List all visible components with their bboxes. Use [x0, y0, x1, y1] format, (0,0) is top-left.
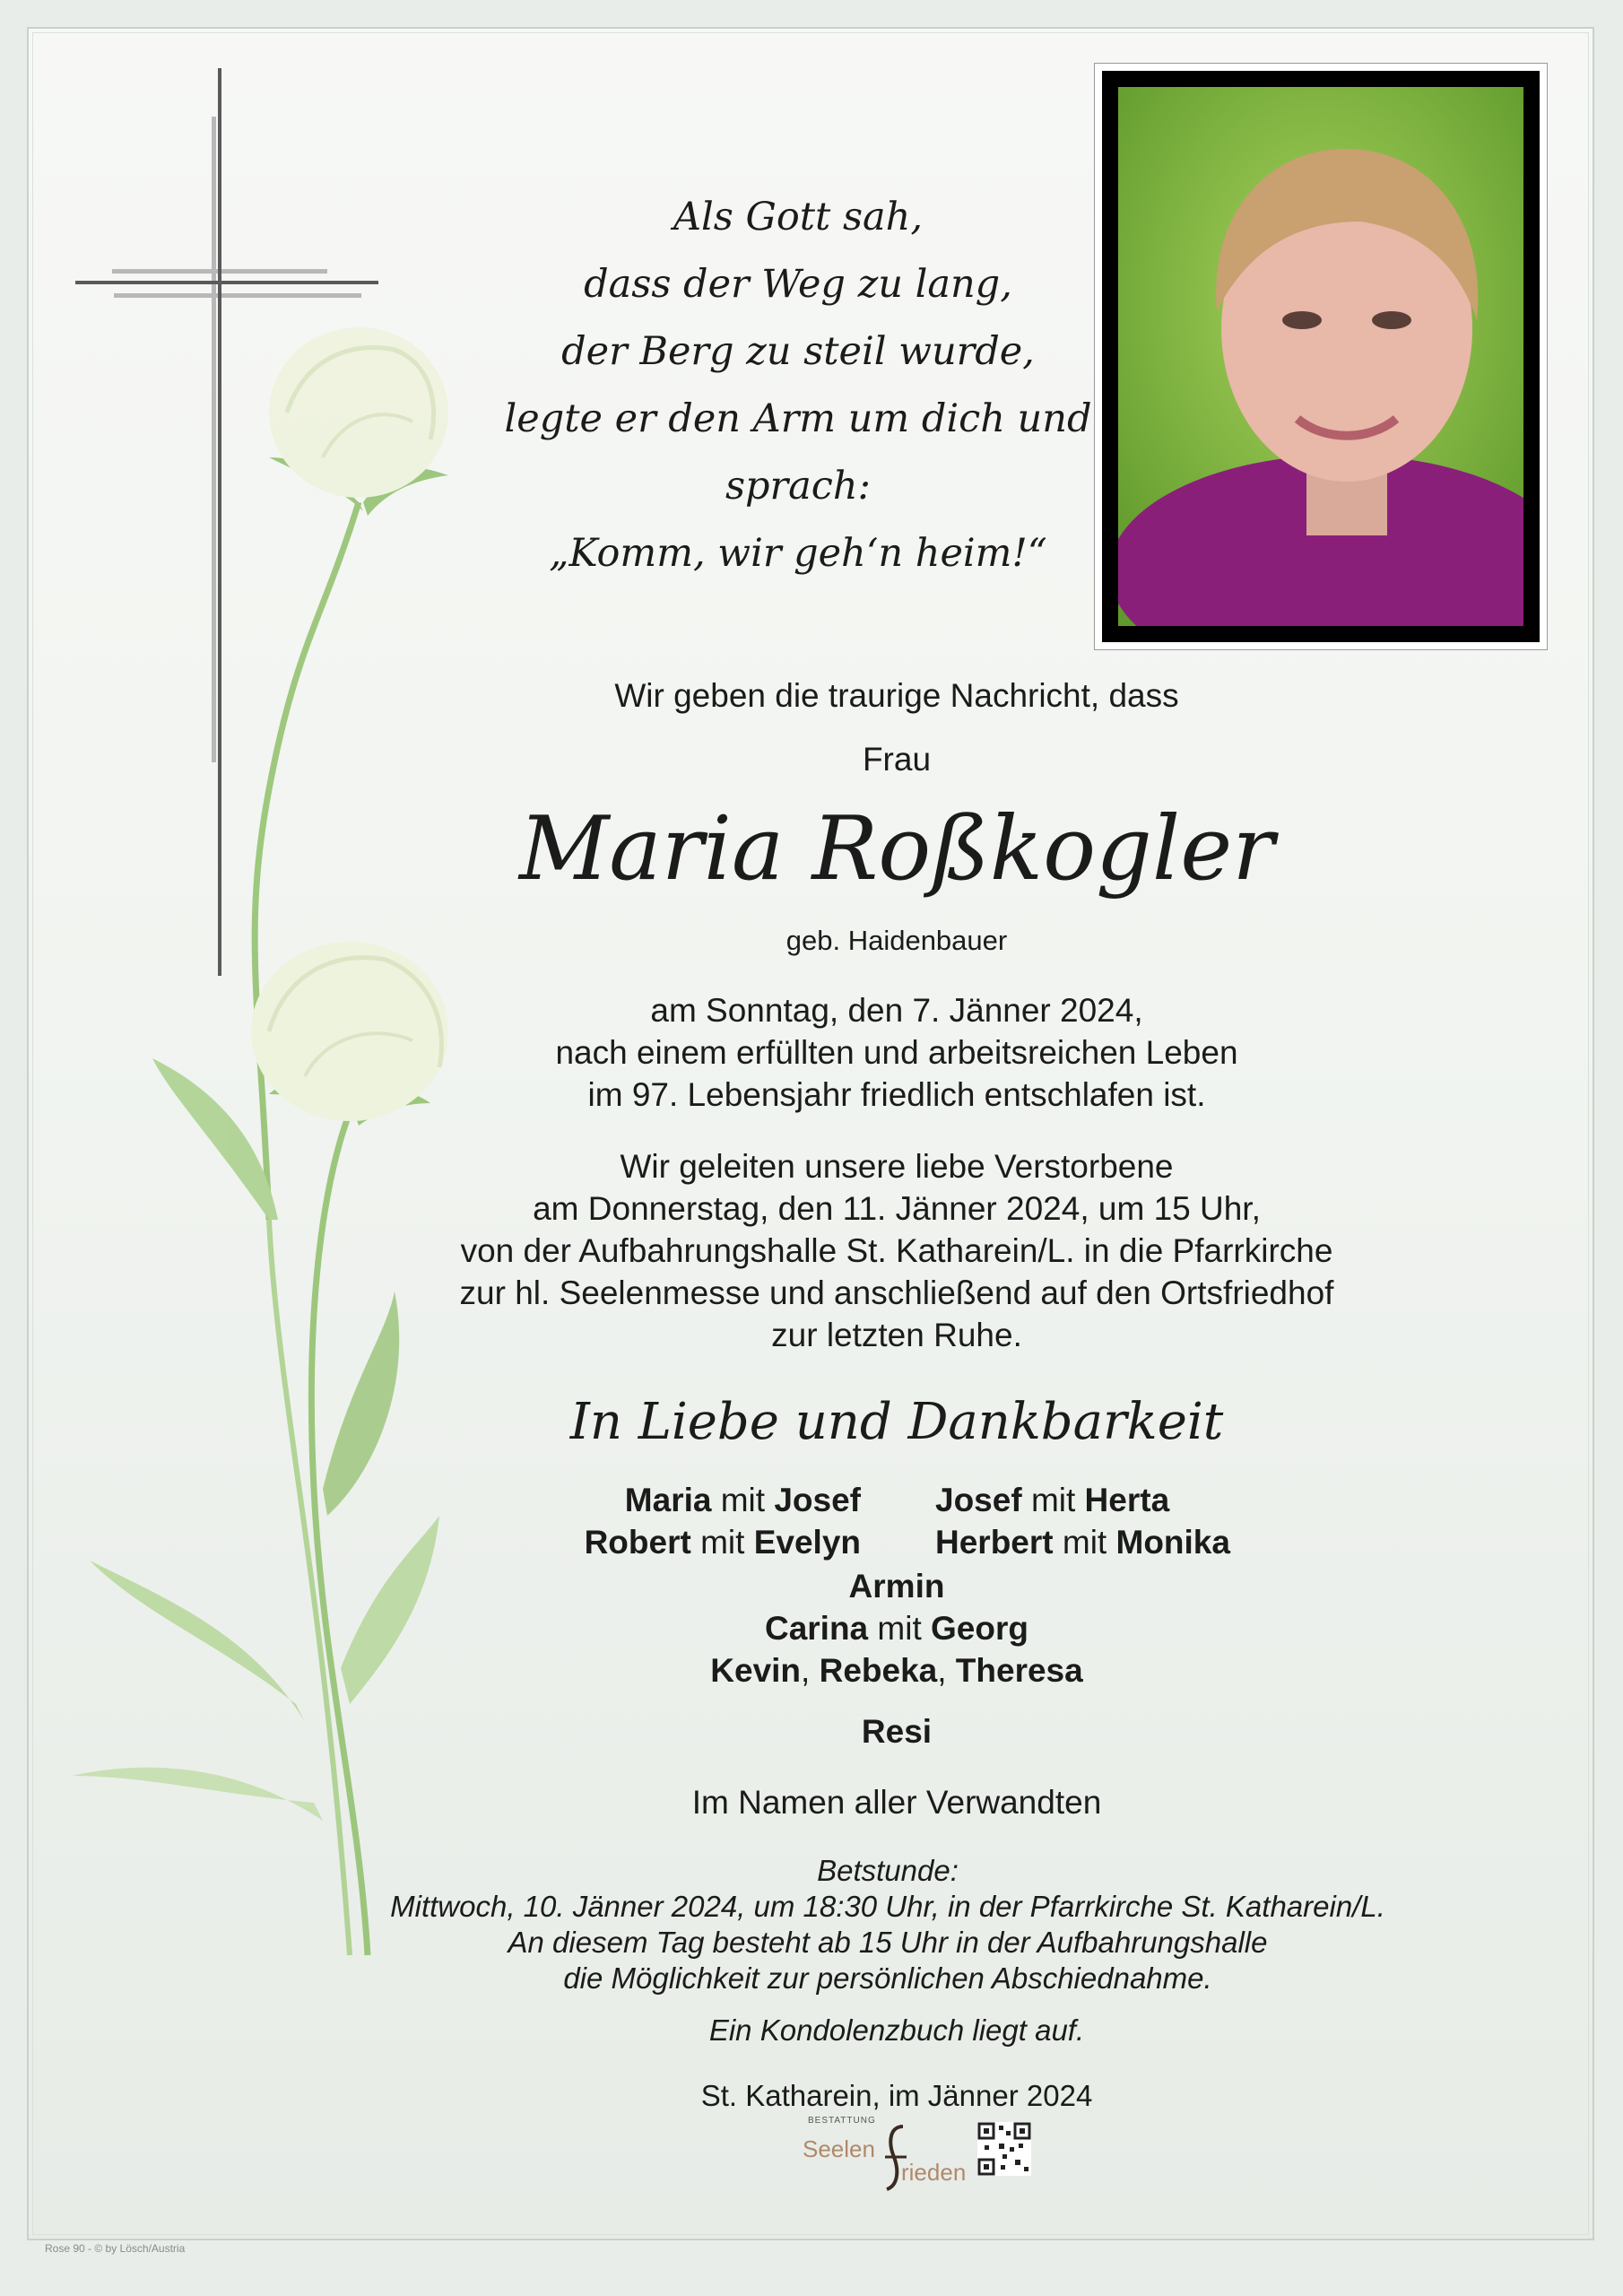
funeral-info [377, 1145, 1417, 1356]
death-notice-line: nach einem erfüllten und arbeitsreichen Leben [555, 1034, 1238, 1071]
prayer-line: die Möglichkeit zur persönlichen Abschiednahme. [563, 1961, 1212, 1995]
funeral-line: zur letzten Ruhe. [771, 1317, 1022, 1353]
logo-word1: Seelen [803, 2135, 875, 2162]
love-heading: In Liebe und Dankbarkeit [569, 1393, 1224, 1451]
salutation: Frau [862, 741, 932, 778]
relatives-line: Im Namen aller Verwandten [691, 1784, 1102, 1821]
funeral-line: zur hl. Seelenmesse und anschließend auf den Ortsfriedhof [459, 1274, 1334, 1311]
logo-word2: rieden [901, 2159, 967, 2186]
funeral-line: am Donnerstag, den 11. Jänner 2024, um 15 Uhr, [533, 1190, 1261, 1227]
poem-line: der Berg zu steil wurde, [561, 329, 1035, 374]
poem-line: „Komm, wir geh‘n heim!“ [549, 531, 1047, 576]
family-entry: Armin [848, 1568, 945, 1605]
poem-line: legte er den Arm um dich und sprach: [504, 396, 1092, 509]
death-notice-line: im 97. Lebensjahr friedlich entschlafen ist. [587, 1076, 1206, 1113]
funeral-line: von der Aufbahrungshalle St. Katharein/L. in die Pfarrkirche [460, 1232, 1333, 1269]
poem-line: Als Gott sah, [673, 195, 924, 239]
family-entry-resi: Resi [861, 1713, 933, 1750]
poem-line: dass der Weg zu lang, [584, 262, 1012, 307]
intro-text: Wir geben die traurige Nachricht, dass [614, 677, 1179, 714]
funeral-home-logo [803, 2114, 973, 2193]
poem [430, 184, 1166, 587]
deceased-name: Maria Roßkogler [518, 798, 1275, 900]
condolence-note: Ein Kondolenzbuch liegt auf. [708, 2013, 1085, 2047]
family-entry: Kevin, Rebeka, Theresa [710, 1652, 1083, 1689]
birth-name: geb. Haidenbauer [785, 925, 1008, 956]
death-notice-line: am Sonntag, den 7. Jänner 2024, [650, 992, 1143, 1029]
family-entry: Josef mit Herta [935, 1482, 1170, 1518]
family-entry: Carina mit Georg [764, 1610, 1028, 1647]
prayer-line: Mittwoch, 10. Jänner 2024, um 18:30 Uhr, in der Pfarrkirche St. Katharein/L. [390, 1890, 1385, 1923]
death-notice [377, 989, 1417, 1116]
logo-top: BESTATTUNG [808, 2116, 876, 2126]
prayer-info [269, 1853, 1506, 1996]
qr-code-icon[interactable] [977, 2122, 1031, 2176]
family-entry: Herbert mit Monika [935, 1524, 1230, 1561]
family-entry: Robert mit Evelyn [584, 1524, 861, 1561]
place-date: St. Katharein, im Jänner 2024 [700, 2079, 1093, 2112]
prayer-line: Betstunde: [817, 1854, 959, 1887]
prayer-line: An diesem Tag besteht ab 15 Uhr in der Aufbahrungshalle [508, 1926, 1268, 1959]
family-left [466, 1479, 861, 1563]
footer-credit: Rose 90 - © by Lösch/Austria [45, 2242, 186, 2255]
portrait-image [1118, 87, 1523, 626]
family-right [935, 1479, 1348, 1563]
family-entry: Maria mit Josef [624, 1482, 861, 1518]
family-center [538, 1565, 1255, 1692]
funeral-line: Wir geleiten unsere liebe Verstorbene [620, 1148, 1174, 1185]
